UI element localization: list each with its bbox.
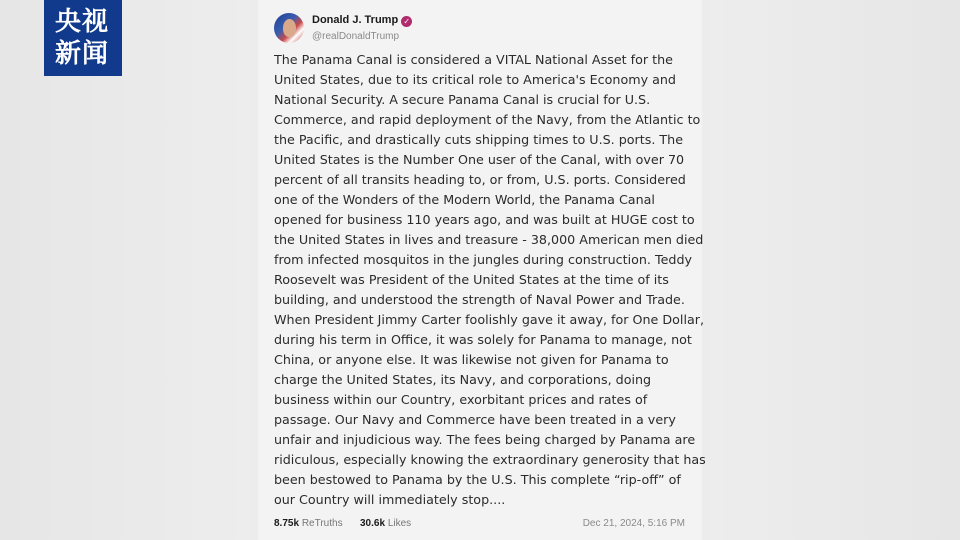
author-name[interactable]: Donald J. Trump [312,14,399,26]
logo-line-1: 央视 [55,7,110,37]
post-timestamp[interactable]: Dec 21, 2024, 5:16 PM [582,518,685,529]
post-body [274,50,706,510]
post-text-line: National Security. A secure Panama Canal is crucial for U.S. [274,92,651,107]
post-text-line: ridiculous, especially knowing the extraordinary generosity that has [274,452,706,467]
retruths-label: ReTruths [301,518,343,529]
post-text-line: opened for business 110 years ago, and was built at HUGE cost to [274,212,695,227]
post-text-line: China, or anyone else. It was likewise not given for Panama to [274,352,669,367]
broadcaster-logo [44,0,122,76]
likes-label: Likes [387,518,412,529]
post-text-line: Roosevelt was President of the United States at the time of its [274,272,669,287]
post-text-line: from infected mosquitos in the jungles during construction. Teddy [274,252,693,267]
post-text-line: When President Jimmy Carter foolishly gave it away, for One Dollar, [274,312,705,327]
post-text-line: the Pacific, and drastically cuts shipping times to U.S. ports. The [274,132,684,147]
background-right [710,0,960,540]
author-handle[interactable]: @realDonaldTrump [312,31,400,42]
post-text-line: Commerce, and rapid deployment of the Navy, from the Atlantic to [274,112,701,127]
post-text-line: building, and understood the strength of Naval Power and Trade. [274,292,685,307]
post-text-line: our Country will immediately stop.... [274,492,506,507]
likes-stat[interactable] [360,518,411,529]
post-text-line: percent of all transits heading to, or from, U.S. ports. Considered [274,172,686,187]
post-text-line: United States is the Number One user of the Canal, with over 70 [274,152,685,167]
post-text-line: one of the Wonders of the Modern World, the Panama Canal [274,192,655,207]
post-text-line: unfair and injudicious way. The fees being charged by Panama are [274,432,696,447]
post-text-line: passage. Our Navy and Commerce have been treated in a very [274,412,676,427]
logo-line-2: 新闻 [55,39,110,69]
post-text-line: United States, due to its critical role to America's Economy and [274,72,676,87]
likes-count: 30.6k [360,518,386,529]
post-text-line: The Panama Canal is considered a VITAL National Asset for the [274,52,673,67]
author-name-row[interactable] [312,14,412,27]
retruths-stat[interactable] [274,518,343,529]
post-text-line: during his term in Office, it was solely for Panama to manage, not [274,332,692,347]
background-left [0,0,250,540]
post-text-line: charge the United States, its Navy, and corporations, doing [274,372,652,387]
verified-badge-icon: ✓ [401,16,412,27]
post-text-line: the United States in lives and treasure - 38,000 American men died [274,232,704,247]
retruths-count: 8.75k [274,518,300,529]
post-text-line: business within our Country, exorbitant prices and rates of [274,392,648,407]
post-text-line: been bestowed to Panama by the U.S. This complete “rip-off” of [274,472,681,487]
avatar[interactable] [274,13,304,43]
avatar-face [283,19,296,37]
